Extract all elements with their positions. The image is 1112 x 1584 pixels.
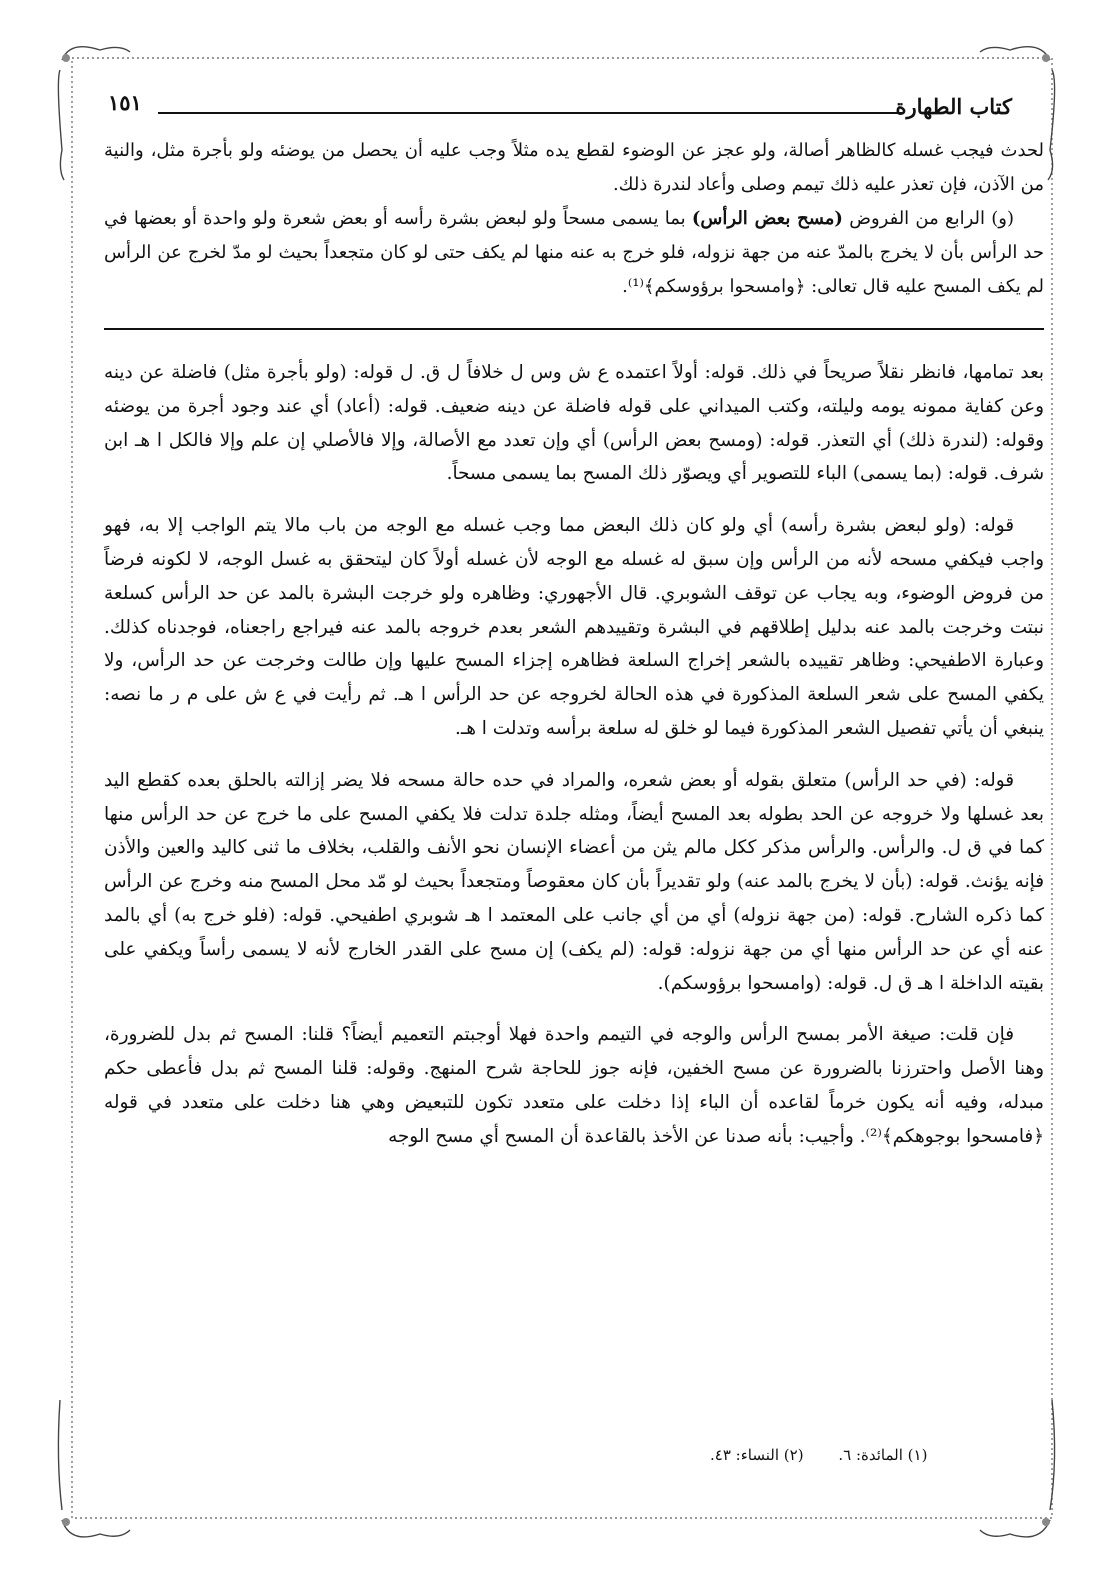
footnote-1: (١) المائدة: ٦. (838, 1446, 928, 1464)
main-paragraph (104, 202, 1044, 304)
main-text (104, 134, 1044, 304)
page-body (104, 134, 1044, 1154)
footnote-2: (٢) النساء: ٤٣. (710, 1446, 804, 1464)
running-title: كتاب الطهارة (895, 94, 1012, 119)
commentary-paragraph: فإن قلت: صيغة الأمر بمسح الرأس والوجه في التيمم واحدة فهلا أوجبتم التعميم أيضاً؟ قلنا: المسح ثم بدل للضرورة، وهنا الأصل واحترزنا بالضرورة عن مسح الخفين، فإنه جوز للحاجة شرح المنهج. وقوله: قلنا المسح ثم بدل فأعطى حكم مبدله، وفيه أنه يكون خرماً لقاعده أن الباء إذا دخلت على متعدد تكون للتبعيض وهي هنا دخلت على متعدد في قوله ﴿فامسحوا بوجوهكم﴾⁽²⁾. وأجيب: بأنه صدنا عن الأخذ بالقاعدة أن المسح أي مسح الوجه (104, 1024, 1044, 1147)
page-header (108, 90, 1012, 130)
main-text-segment: بما يسمى مسحاً ولو لبعض بشرة رأسه أو بعض شعرة ولو واحدة أو بعضها في حد الرأس بأن لا يخرج بالمدّ عنه من جهة نزوله، فلو خرج به عنه منها لم يكف حتى لو كان متجعداً بحيث لو مدّ لخرج عن الرأس لم يكف المسح عليه قال تعالى: ﴿وامسحوا برؤوسكم﴾⁽¹⁾. (104, 208, 1044, 297)
main-commentary-divider (104, 328, 1044, 330)
main-bold-term: (مسح بعض الرأس) (691, 208, 843, 229)
main-text-segment: (و) الرابع من الفروض (849, 208, 1014, 229)
commentary-paragraph: قوله: (ولو لبعض بشرة رأسه) أي ولو كان ذلك البعض مما وجب غسله مع الوجه من باب مالا يتم الواجب إلا به، فهو واجب فيكفي مسحه لأنه من الرأس وإن سبق له غسله مع الوجه لأن غسله أولاً كان ليتحقق به غسل الوجه، لا لكونه فرضاً من فروض الوضوء، وبه يجاب عن توقف الشوبري. قال الأجهوري: وظاهره ولو خرجت البشرة بالمد عن حد الرأس كسلعة نبتت وخرجت بالمد عنه بدليل إطلاقهم في البشرة وتقييدهم الشعر بعدم خروجه بالمد عنه فيراجع راجعناه، فوجدناه كذلك. وعبارة الاطفيحي: وظاهر تقييده بالشعر إخراج السلعة فظاهره إجزاء المسح عليها وإن طالت وخرجت عن حد الرأس، ولا يكفي المسح على شعر السلعة المذكورة في هذه الحالة لخروجه عن حد الرأس ا هـ. ثم رأيت في ع ش على م ر ما نصه: ينبغي أن يأتي تفصيل الشعر المذكورة فيما لو خلق له سلعة برأسه وتدلت ا هـ. (104, 515, 1044, 739)
footnotes (680, 1446, 927, 1464)
page-number: ١٥١ (108, 90, 142, 115)
commentary-paragraph: قوله: (في حد الرأس) متعلق بقوله أو بعض شعره، والمراد في حده حالة مسحه فلا يضر إزالته بالحلق بعده كقطع اليد بعد غسلها ولا خروجه عن الحد بطوله بعد المسح أيضاً، ومثله جلدة تدلت فلا يكفي المسح على ما خرج عن حد الرأس منها كما في ق ل. والرأس. والرأس مذكر ككل مالم يثن من أعضاء الإنسان نحو الأنف والقلب، بخلاف ما ثنى كاليد والعين والأذن فإنه يؤنث. قوله: (بأن لا يخرج بالمد عنه) ولو تقديراً بأن كان معقوصاً ومتجعداً بحيث لو مّد محل المسح منه وخرج عن الرأس كما ذكره الشارح. قوله: (من جهة نزوله) أي من أي جانب على المعتمد ا هـ شوبري اطفيحي. قوله: (فلو خرج به) أي بالمد عنه أي عن حد الرأس منها أي من جهة نزوله: قوله: (لم يكف) إن مسح على القدر الخارج لأنه لا يسمى رأساً ويكفي على بقيته الداخلة ا هـ ق ل. قوله: (وامسحوا برؤوسكم). (104, 769, 1044, 994)
main-paragraph: لحدث فيجب غسله كالظاهر أصالة، ولو عجز عن الوضوء لقطع يده مثلاً وجب عليه أن يحصل من يوضئه ولو بأجرة مثل، والنية من الآذن، فإن تعذر عليه ذلك تيمم وصلى وأعاد لندرة ذلك. (104, 140, 1044, 195)
header-rule (158, 112, 904, 114)
commentary-paragraph: بعد تمامها، فانظر نقلاً صريحاً في ذلك. قوله: أولاً اعتمده ع ش وس ل خلافاً ل ق. ل قوله: (ولو بأجرة مثل) فاضلة عن دينه وعن كفاية ممونه يومه وليلته، وكتب الميداني على قوله فاضلة عن دينه ضعيف. قوله: (أعاد) أي عند وجود أجرة من يوضئه وقوله: (لندرة ذلك) أي التعذر. قوله: (ومسح بعض الرأس) أي وإن تعدد مع الأصالة، وإلا فالأصلي إن علم وإلا فالكل ا هـ ابن شرف. قوله: (بما يسمى) الباء للتصوير أي ويصوّر ذلك المسح بما يسمى مسحاً. (104, 362, 1044, 485)
commentary-text (104, 356, 1044, 1154)
